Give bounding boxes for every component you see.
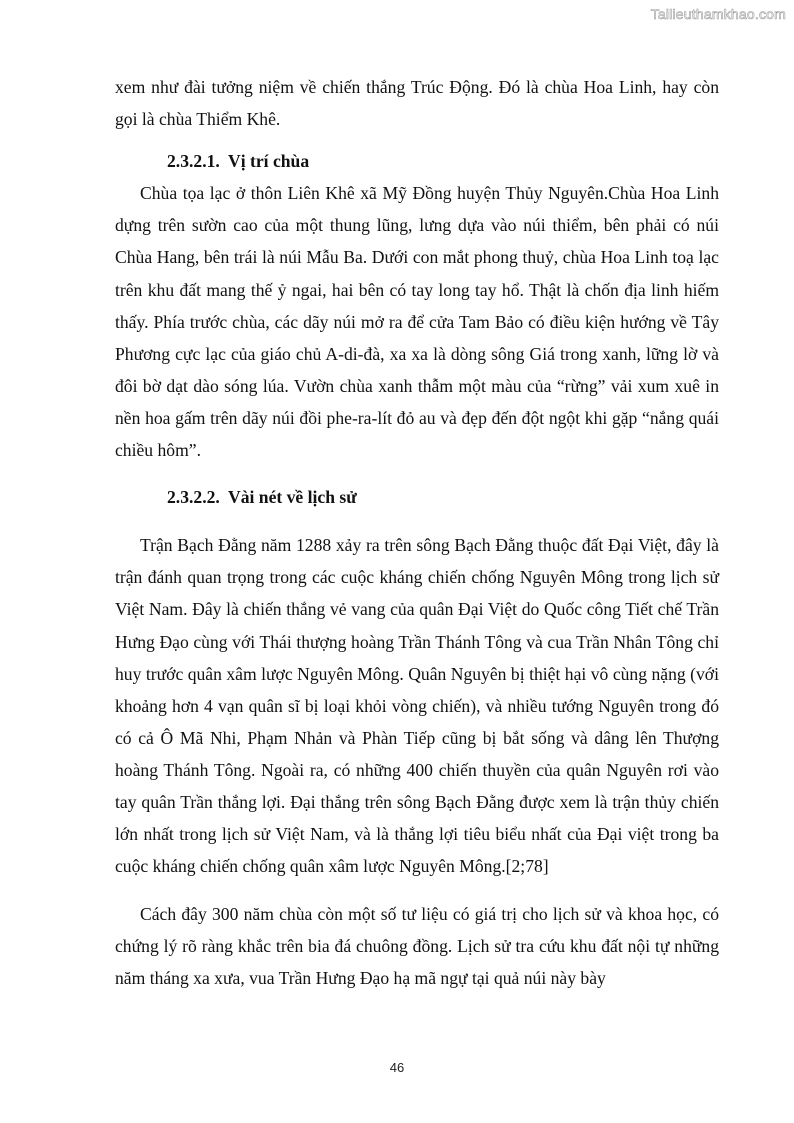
history-paragraph-1: Trận Bạch Đằng năm 1288 xảy ra trên sông Bạch Đằng thuộc đất Đại Việt, đây là trận đánh quan trọng trong các cuộc kháng chiến chống Nguyên Mông trong lịch sử Việt Nam. Đây là chiến thắng vẻ vang của quân Đại Việt do Quốc công Tiết chế Trần Hưng Đạo cùng với Thái thượng hoàng Trần Thánh Tông và cua Trần Nhân Tông chỉ huy trước quân xâm lược Nguyên Mông. Quân Nguyên bị thiệt hại vô cùng nặng (với khoảng hơn 4 vạn quân sĩ bị loại khỏi vòng chiến), và nhiều tướng Nguyên trong đó có cả Ô Mã Nhi, Phạm Nhản và Phàn Tiếp cũng bị bắt sống và dâng lên Thượng hoàng Thánh Tông. Ngoài ra, có những 400 chiến thuyền của quân Nguyên rơi vào tay quân Trần thắng lợi. Đại thắng trên sông Bạch Đằng được xem là trận thủy chiến lớn nhất trong lịch sử Việt Nam, và là thắng lợi tiêu biểu nhất của Đại việt trong ba cuộc kháng chiến chống quân xâm lược Nguyên Mông.[2;78] bbox=[115, 535, 719, 877]
spacer bbox=[115, 513, 719, 529]
location-paragraph: Chùa tọa lạc ở thôn Liên Khê xã Mỹ Đồng huyện Thủy Nguyên.Chùa Hoa Linh dựng trên sườn cao của một thung lũng, lưng dựa vào núi thiểm, bên phải có núi Chùa Hang, bên trái là núi Mẫu Ba. Dưới con mắt phong thuỷ, chùa Hoa Linh toạ lạc trên khu đất mang thế ỷ ngai, hai bên có tay long tay hổ. Thật là chốn địa linh hiếm thấy. Phía trước chùa, các dãy núi mở ra để cửa Tam Bảo có điều kiện hướng về Tây Phương cực lạc của giáo chủ A-di-đà, xa xa là dòng sông Giá trong xanh, lững lờ và đôi bờ dạt dào sóng lúa. Vườn chùa xanh thẫm một màu của “rừng” vải xum xuê in nền hoa gấm trên dãy núi đồi phe-ra-lít đỏ au và đẹp đến đột ngột khi gặp “nắng quái chiều hôm”. bbox=[115, 183, 719, 461]
watermark-text: Tailieuthamkhao.com bbox=[650, 6, 786, 22]
section-number: 2.3.2.1. bbox=[167, 151, 220, 172]
page-number: 46 bbox=[389, 1060, 405, 1075]
section-title: Vị trí chùa bbox=[228, 151, 310, 172]
section-heading-location bbox=[115, 145, 719, 177]
history-paragraph-2: Cách đây 300 năm chùa còn một số tư liệu có giá trị cho lịch sử và khoa học, có chứng lý rõ ràng khắc trên bia đá chuông đồng. Lịch sử tra cứu khu đất nội tự những năm tháng xa xưa, vua Trần Hưng Đạo hạ mã ngự tại quả núi này bày bbox=[115, 904, 719, 989]
document-body bbox=[115, 71, 719, 995]
intro-paragraph: xem như đài tưởng niệm về chiến thắng Trúc Động. Đó là chùa Hoa Linh, hay còn gọi là chùa Thiểm Khê. bbox=[115, 77, 719, 130]
spacer bbox=[115, 135, 719, 145]
section-number: 2.3.2.2. bbox=[167, 487, 220, 508]
section-title: Vài nét về lịch sử bbox=[228, 487, 357, 508]
spacer bbox=[115, 882, 719, 898]
spacer bbox=[115, 466, 719, 481]
section-heading-history bbox=[115, 481, 719, 513]
